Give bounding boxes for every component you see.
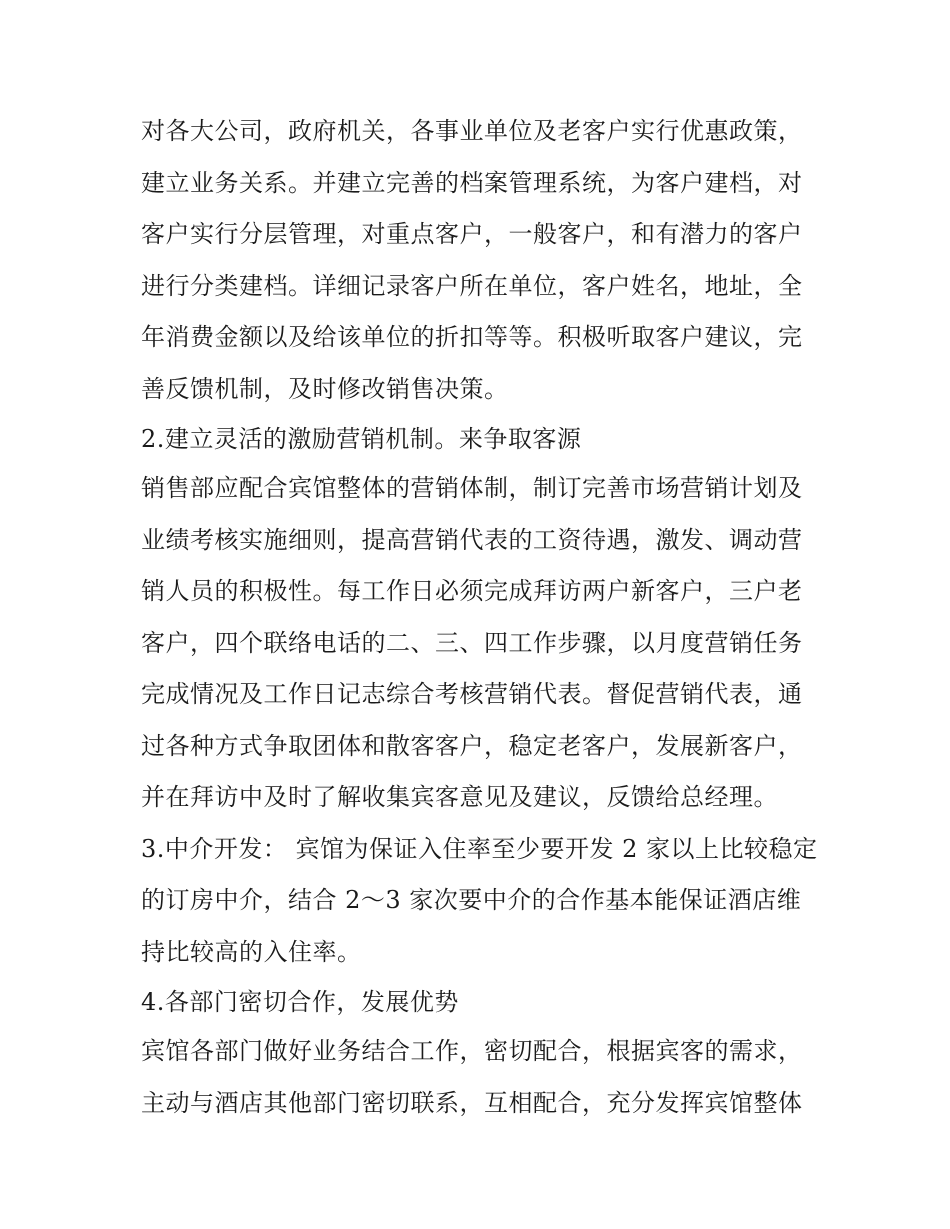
section-heading: 4.各部门密切合作，发展优势: [141, 988, 459, 1016]
text-line: 进行分类建档。详细记录客户所在单位，客户姓名，地址，全: [141, 271, 803, 300]
text-line: 并在拜访中及时了解收集宾客意见及建议，反馈给总经理。: [141, 783, 778, 811]
text-line: 业绩考核实施细则，提高营销代表的工资待遇，激发、调动营: [141, 525, 803, 554]
text-line: 宾馆各部门做好业务结合工作，密切配合，根据宾客的需求，: [141, 1037, 803, 1065]
text-line: 年消费金额以及给该单位的折扣等等。积极听取客户建议，完: [141, 323, 803, 351]
text-line: 善反馈机制，及时修改销售决策。: [141, 374, 509, 403]
text-line: 持比较高的入住率。: [141, 937, 362, 966]
text-line: 对各大公司，政府机关，各事业单位及老客户实行优惠政策，: [141, 117, 803, 145]
text-line: 客户实行分层管理，对重点客户，一般客户，和有潜力的客户: [141, 220, 803, 248]
section-heading: 3.中介开发： 宾馆为保证入住率至少要开发 2 家以上比较稳定: [141, 834, 818, 863]
text-line: 主动与酒店其他部门密切联系，互相配合，充分发挥宾馆整体: [141, 1088, 803, 1117]
text-line: 销售部应配合宾馆整体的营销体制，制订完善市场营销计划及: [141, 474, 803, 502]
text-line: 销人员的积极性。每工作日必须完成拜访两户新客户，三户老: [141, 577, 803, 605]
document-body: [141, 106, 831, 1129]
text-line: 过各种方式争取团体和散客客户，稳定老客户，发展新客户，: [141, 731, 803, 760]
section-heading: 2.建立灵活的激励营销机制。来争取客源: [141, 425, 582, 453]
text-line: 完成情况及工作日记志综合考核营销代表。督促营销代表，通: [141, 680, 803, 708]
text-line: 建立业务关系。并建立完善的档案管理系统，为客户建档，对: [141, 168, 803, 197]
text-line: 客户，四个联络电话的二、三、四工作步骤，以月度营销任务: [141, 628, 803, 657]
text-line: 的订房中介，结合 2～3 家次要中介的合作基本能保证酒店维: [141, 886, 802, 914]
